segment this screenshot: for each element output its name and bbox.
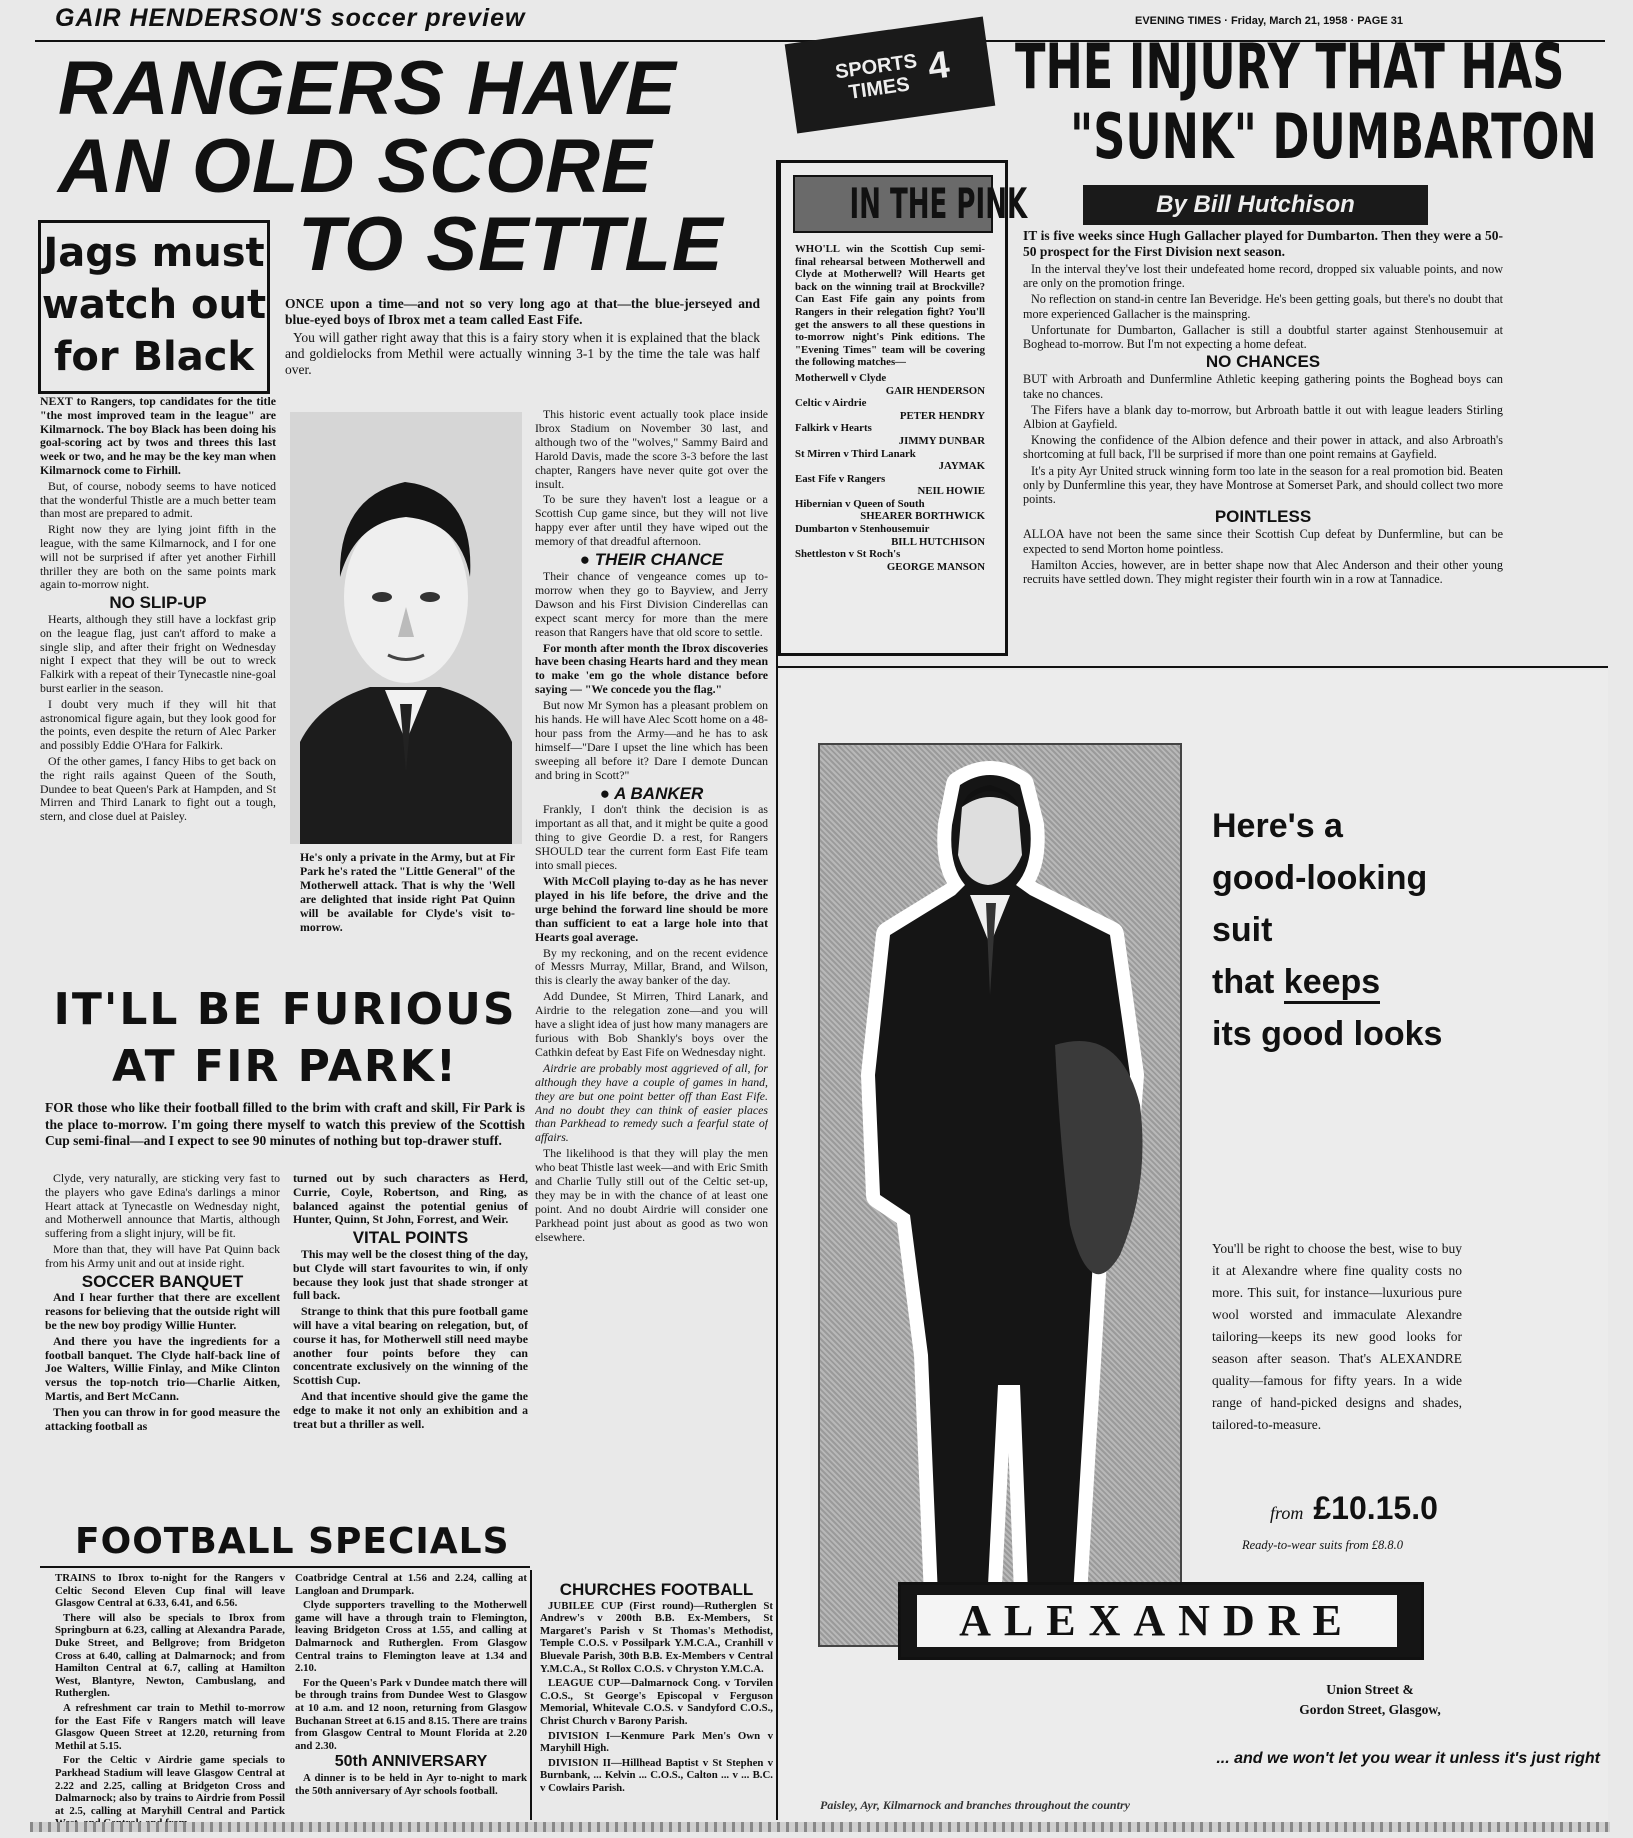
furious-column-1 [45, 1172, 280, 1532]
in-the-pink-title-bar [793, 175, 1028, 233]
advert-headline-line4 [1212, 956, 1592, 1008]
scan-edge-strip [30, 1822, 1610, 1832]
fixture-item [795, 372, 985, 397]
jags-column [40, 395, 276, 980]
alexandre-advert [780, 670, 1608, 1830]
dumbarton-headline [1015, 32, 1615, 172]
rangers-para-7: But now Mr Symon has a pleasant problem on his hands. He will have Alec Scott home on a 48-hour pass from the Army—and he has to ask himself—"Dare I upset the line which has been sweeping all before it? Dare I demote Duncan and bring in Scott?" [535, 698, 768, 782]
rangers-headline-line3: TO SETTLE [298, 202, 724, 287]
rangers-second-para: You will gather right away that this is a fairy story when it is explained that the black and goldielocks from Methil were actually winning 3-1 by the time the tale was half over. [285, 330, 760, 377]
advert-brand-name: ALEXANDRE [959, 1596, 1355, 1645]
sports-times-number: 4 [925, 43, 953, 89]
fixture-reporter: GEORGE MANSON [886, 560, 985, 573]
fixture-item [795, 397, 985, 422]
sports-times-label [785, 17, 996, 134]
advert-headline-line3: suit [1212, 911, 1273, 949]
fixture-match: Motherwell v Clyde [795, 371, 887, 384]
advert-headline-line2: good-looking [1212, 859, 1428, 897]
in-the-pink-title: IN THE PINK [849, 179, 1028, 228]
rangers-subhead-a-banker-text: A BANKER [614, 783, 704, 803]
advert-price: £10.15.0 [1313, 1490, 1438, 1526]
dumbarton-para-5: BUT with Arbroath and Dunfermline Athletic keeping gathering points the Boghead boys can take no chances. [1023, 372, 1503, 401]
dumbarton-para-7: Knowing the confidence of the Albion defence and their power in attack, and also Arbroath's shortcoming at full back, I'll be surprised if more than one point remains at Gayfield. [1023, 433, 1503, 462]
furious-para-4: And I hear further that there are excellent reasons for believing that the outside right will be the new boy prodigy Willie Hunter. [45, 1290, 280, 1332]
advert-headline-line5: its good looks [1212, 1015, 1443, 1053]
in-the-pink-box [778, 160, 1028, 656]
dumbarton-para-1: IT is five weeks since Hugh Gallacher played for Dumbarton. Then they were a 50-50 prospect for the First Division next season. [1023, 228, 1503, 259]
bullet-icon: ● [599, 783, 615, 803]
furious-subhead-vital-points: VITAL POINTS [352, 1228, 469, 1248]
advert-tagline: ... and we won't let you wear it unless it's just right [1216, 1750, 1600, 1767]
furious-para-7: turned out by such characters as Herd, Currie, Coyle, Robertson, and Ring, as balanced against the potential genius of Hunter, Quinn, St John, Forrest, and Weir. [293, 1172, 528, 1227]
specials-para-8: A dinner is to be held in Ayr to-night to mark the 50th anniversary of Ayr schools football. [295, 1771, 527, 1797]
rangers-column [535, 408, 768, 1576]
jags-para-3: Right now they are lying joint fifth in the league, with the same Kilmarnock, and I for one will not be surprised if after yet another Firhill thriller they are both on the same points mark again to-morrow night. [40, 522, 276, 592]
furious-para-8: This may well be the closest thing of the day, but Clyde will start favourites to win, if only because they look just that shade stronger at full back. [293, 1246, 528, 1303]
churches-football [540, 1580, 773, 1830]
sports-times-text: SPORTS TIMES [833, 50, 919, 104]
advert-address [1220, 1680, 1520, 1720]
dumbarton-byline: By Bill Hutchison [1083, 185, 1428, 225]
furious-para-2: Clyde, very naturally, are sticking very fast to the players who gave Edina's darlings a minor Heart attack at Tynecastle on Wednesday night, and Motherwell announce that Martis, although suffering from a slight injury, will be fit. [45, 1172, 280, 1241]
furious-para-6: Then you can throw in for good measure the attacking football as [45, 1404, 280, 1433]
football-specials-headline: FOOTBALL SPECIALS [75, 1521, 510, 1562]
churches-football-headline: CHURCHES FOOTBALL [559, 1580, 754, 1599]
dumbarton-headline-line1: THE INJURY THAT HAS [1015, 30, 1565, 103]
fixture-reporter: NEIL HOWIE [917, 485, 985, 498]
rangers-para-12: Airdrie are probably most aggrieved of all, for although they have a couple of games in hand, they are but one point better off than East Fife. And no doubt they can think of easier places than Parkhead to remedy such a fearful state of affairs. [535, 1060, 768, 1145]
fixture-reporter: BILL HUTCHISON [891, 535, 985, 548]
dumbarton-para-2: In the interval they've lost their undefeated home record, dropped six valuable points, and now are only on the promotion fringe. [1023, 262, 1503, 291]
churches-para-2: LEAGUE CUP—Dalmarnock Cong. v Torvilen C.O.S., St George's Episcopal v Ferguson Memorial, Whitevale C.O.S. v Sandyford C.O.S., Christ Church v Barony Parish. [540, 1677, 773, 1727]
bullet-icon: ● [579, 550, 595, 570]
jags-headline-line2: watch out [41, 282, 267, 328]
advert-address-line1: Union Street & [1326, 1682, 1414, 1697]
rangers-intro [285, 296, 760, 406]
advert-brand-plate [917, 1595, 1397, 1647]
jags-para-6: Of the other games, I fancy Hibs to get back on the right rails against Queen of the South, Dundee to beat Queen's Park at Hampden, and St Mirren and Third Lanark to fight out a tough, stern, and close duel at Paisley. [40, 753, 276, 824]
advert-ready-to-wear: Ready-to-wear suits from £8.8.0 [1242, 1538, 1403, 1552]
jags-subhead-no-slip-up: NO SLIP-UP [109, 593, 207, 613]
suited-man-illustration [820, 745, 1180, 1645]
advert-price-prefix: from [1270, 1503, 1304, 1523]
dumbarton-subhead-no-chances: NO CHANCES [1205, 352, 1321, 372]
dumbarton-para-4: Unfortunate for Dumbarton, Gallacher is still a doubtful starter against Stenhousemuir at Boghead to-morrow. But I'm not expecting a home defeat. [1023, 322, 1503, 352]
specials-para-5: Coatbridge Central at 1.56 and 2.24, calling at Langloan and Drumpark. [295, 1572, 527, 1597]
fixture-item [795, 498, 985, 523]
dumbarton-para-3: No reflection on stand-in centre Ian Beveridge. He's been getting goals, but there's no doubt that more experienced Gallacher is the mainspring. [1023, 292, 1503, 321]
left-banner: GAIR HENDERSON'S soccer preview [55, 4, 526, 32]
furious-intro [45, 1100, 525, 1172]
rangers-para-9: With McColl playing to-day as he has never played in his life before, the drive and the urge behind the forward line should be more than sufficient to eat a large hole into that Hearts goal average. [535, 874, 768, 944]
jags-para-4: Hearts, although they still have a lockfast grip on the league flag, just can't afford to make a single slip, and after their fright on Wednesday night I expect that they will be out to wreck Falkirk with a repeat of their Tynecastle nine-goal burst earlier in the season. [40, 611, 276, 695]
dumbarton-subhead-pointless: POINTLESS [1214, 507, 1312, 527]
rangers-para-8: Frankly, I don't think the decision is as important as all that, and it might be quite a good thing to give Geordie D. a rest, for Rangers SHOULD tear the current form East Fife team into small pieces. [535, 802, 768, 873]
rangers-para-10: By my reckoning, and on the recent evidence of Messrs Murray, Millar, Brand, and Wilson, this is clearly the away banker of the day. [535, 945, 768, 988]
advert-headline-keeps: keeps [1284, 963, 1380, 1004]
dumbarton-headline-line2: "SUNK" DUMBARTON [1070, 100, 1597, 173]
advert-body: You'll be right to choose the best, wise to buy it at Alexandre where fine quality costs no more. This suit, for instance—luxurious pure wool worsted and immaculate Alexandre tailoring—keeps its new good looks for season after season. That's ALEXANDRE quality—famous for fifty years. In a wide range of hand-picked designs and shades, tailored-to-measure. [1212, 1241, 1462, 1432]
furious-headline [40, 982, 530, 1096]
fixture-match: Falkirk v Hearts [795, 422, 872, 435]
advert-headline-line1: Here's a [1212, 807, 1343, 845]
rangers-subhead-their-chance-text: THEIR CHANCE [594, 550, 724, 570]
fixture-reporter: PETER HENDRY [899, 409, 985, 422]
furious-para-10: And that incentive should give the game the edge to make it not only an exhibition and a treat but a thriller as well. [293, 1388, 528, 1431]
specials-para-2: There will also be specials to Ibrox from Springburn at 6.23, calling at Alexandra Parade, Duke Street, and Bellgrove; from Bridgeton Cross at 6.40, calling at Dalmarnock; and from Hamilton Central at 6.7, calling at Hamilton West, Blantyre, Newton, Cambuslang, and Rutherglen. [55, 1611, 285, 1700]
advert-address-line2: Gordon Street, Glasgow, [1299, 1702, 1441, 1717]
rangers-para-13: The likelihood is that they will play the men who beat Thistle last week—and with Eric Smith and Charlie Tully still out of the Celtic set-up, they may be in with the chance of at least one point. And no doubt Airdrie will consider one Parkhead point just about as good as two won elsewhere. [535, 1146, 768, 1244]
dumbarton-para-8: It's a pity Ayr United struck winning form too late in the season for a real promotion bid. Beaten only by Dunfermline this year, they have Montrose at Somerset Park, and should collect two more points. [1023, 463, 1503, 507]
rangers-para-4: To be sure they haven't lost a league or a Scottish Cup game since, but they will not live happy ever after until they have wiped out the memory of that dreadful afternoon. [535, 492, 768, 549]
rangers-intro-para: ONCE upon a time—and not so very long ago at that—the blue-jerseyed and blue-eyed boys of Ibrox met a team called East Fife. [285, 296, 760, 327]
fixture-item [795, 548, 985, 573]
dumbarton-article [1023, 228, 1503, 660]
specials-column-1 [55, 1572, 285, 1834]
dumbarton-para-9: ALLOA have not been the same since their Scottish Cup defeat by Dunfermline, but can be expected to send Morton home pointless. [1023, 527, 1503, 556]
specials-para-4: For the Celtic v Airdrie game specials to Parkhead Stadium will leave Glasgow Central at 2.22 and 2.25, calling at Bridgeton Cross and Dalmarnock; also by trains to Airdrie from Possil at 2.5, calling at Maryhill Central and Partick [55, 1754, 285, 1817]
rangers-subhead-their-chance [535, 550, 768, 570]
furious-para-9: Strange to think that this pure football game will have a vital bearing on relegation, but, of course it has, for Motherwell still need maybe another four points before they can concentrate exclusively on the winning of the Scottish Cup. [293, 1304, 528, 1388]
rangers-para-11: Add Dundee, St Mirren, Third Lanark, and Airdrie to the relegation zone—and you will have a slight idea of just how many managers are furious with Bob Shankly's boys over the Cathkin defeat by East Fife on Wednesday night. [535, 989, 768, 1059]
fixture-list [795, 372, 985, 574]
specials-para-6: Clyde supporters travelling to the Motherwell game will have a through train to Flemington, leaving Bridgeton Cross at 1.55, and calling at Dalmarnock and Rutherglen. From Glasgow Central trains to Flemington leave at 1.34 and 2.10. [295, 1599, 527, 1675]
rangers-para-6: For month after month the Ibrox discoveries have been chasing Hearts hard and they mean to make 'em go the whole distance before saying — "We concede you the flag." [535, 640, 768, 697]
fixture-item [795, 473, 985, 498]
furious-para-5: And there you have the ingredients for a football banquet. The Clyde half-back line of Joe Walters, Willie Finlay, and Mike Clinton versus the top-notch trio—Charlie Aitken, Martis, and Bert McCann. [45, 1333, 280, 1403]
fixture-match: Shettleston v St Roch's [795, 548, 901, 561]
advert-price-line [1270, 1490, 1570, 1527]
furious-subhead-soccer-banquet: SOCCER BANQUET [81, 1271, 244, 1291]
advert-footer-branches: Paisley, Ayr, Kilmarnock and branches throughout the country [820, 1798, 1130, 1812]
dateline: EVENING TIMES · Friday, March 21, 1958 · PAGE 31 [1135, 15, 1403, 27]
jags-headline-line1: Jags must [43, 230, 265, 276]
fixture-item [795, 523, 985, 548]
fixture-reporter: JAYMAK [938, 460, 985, 473]
specials-para-1: TRAINS to Ibrox to-night for the Rangers v Celtic Second Eleven Cup final will leave Glasgow Central at 6.33, 6.41, and 6.56. [55, 1572, 285, 1610]
furious-para-3: More than that, they will have Pat Quinn back from his Army unit and out at inside right. [45, 1241, 280, 1270]
jags-headline-box [38, 220, 270, 394]
dumbarton-para-10: Hamilton Accies, however, are in better shape now that Alec Anderson and their other young recruits have settled down. They might register their fourth win in a row at Tannadice. [1023, 557, 1503, 587]
fixture-item [795, 448, 985, 473]
jags-headline-line3: for Black [53, 334, 255, 380]
furious-headline-line1: IT'LL BE FURIOUS [53, 984, 517, 1035]
photo-caption-text: He's only a private in the Army, but at Fir Park he's rated the "Little General" of the Motherwell attack. That is why the 'Well are delighted that inside right Pat Quinn will be available for Clyde's visit to-morrow. [300, 850, 515, 934]
player-portrait-image [290, 412, 522, 844]
churches-para-1: JUBILEE CUP (First round)—Rutherglen St Andrew's v 200th B.B. Ex-Members, St Margaret's Parish v St Thomas's Methodist, Temple C.O.S. v Possilpark Y.M.C.A., Cranhill v Bluevale Parish, 30th B.B. Ex-Members v Central Y.M.C.A., St Rollox C.O.S. v Chryston Y.M.C.A. [540, 1599, 773, 1675]
furious-column-2 [293, 1172, 528, 1532]
in-the-pink-content [795, 243, 985, 638]
fixture-reporter: SHEARER BORTHWICK [860, 510, 985, 523]
fixture-reporter: JIMMY DUNBAR [898, 434, 985, 447]
fixture-match: Dumbarton v Stenhousemuir [795, 523, 930, 536]
advert-halftone-panel [818, 743, 1182, 1647]
photo-caption [300, 850, 515, 974]
advert-headline [1212, 800, 1592, 1060]
specials-column-2 [295, 1572, 527, 1834]
jags-para-2: But, of course, nobody seems to have noticed that the wonderful Thistle are a much better team than most are prepared to admit. [40, 478, 276, 521]
fixture-item [795, 422, 985, 447]
specials-para-7: For the Queen's Park v Dundee match there will be through trains from Dundee West to Glasgow at 10 a.m. and 12 noon, returning from Glasgow Buchanan Street at 6.15 and 8.15. There are trains from Glasgow Central to Mount Florida at 2.20 and 2.30. [295, 1676, 527, 1752]
churches-para-3: DIVISION I—Kenmure Park Men's Own v Maryhill High. [540, 1729, 773, 1755]
churches-para-4: DIVISION II—Hillhead Baptist v St Stephen v Burnbank, ... Kelvin ... C.O.S., Calton ... v ... B.C. v Cowlairs Parish. [540, 1756, 773, 1794]
advert-brand-bar [898, 1582, 1424, 1660]
jags-para-1: NEXT to Rangers, top candidates for the title "the most improved team in the league" are Kilmarnock. The boy Black has been doing his goal-scoring act by twos and threes this last week or two, and he may be the key man when Kilmarnock come to Firhill. [40, 395, 276, 477]
advert-headline-that: that [1212, 963, 1284, 1001]
rangers-para-5: Their chance of vengeance comes up to-morrow when they go to Bayview, and Jerry Dawson and his First Division Cinderellas can expect scant mercy for more than the mere reason that Rangers have that old score to settle. [535, 568, 768, 639]
fixture-reporter: GAIR HENDERSON [885, 384, 985, 397]
rangers-headline-line2: AN OLD SCORE [58, 124, 653, 209]
rangers-headline-line1: RANGERS HAVE [58, 46, 677, 131]
player-photo [290, 412, 522, 844]
dumbarton-para-6: The Fifers have a blank day to-morrow, but Arbroath battle it out with league leaders Stirling Albion at Gayfield. [1023, 402, 1503, 432]
furious-para-1: FOR those who like their football filled to the brim with craft and skill, Fir Park is the place to-morrow. I'm going there myself to watch this preview of the Scottish Cup semi-final—and I expect to see 90 minutes of nothing but top-drawer stuff. [45, 1100, 525, 1148]
fixture-match: East Fife v Rangers [795, 472, 886, 485]
jags-para-5: I doubt very much if they will hit that astronomical figure again, but they look good for the points, even despite the return of Alec Parker and possibly Eddie O'Hara for Falkirk. [40, 696, 276, 753]
rangers-subhead-a-banker [535, 783, 768, 803]
in-the-pink-intro: WHO'LL win the Scottish Cup semi-final rehearsal between Motherwell and Clyde at Motherwell? Will Hearts get back on the winning trail at Brockville? Can East Fife gain any points from Rangers in their relegation fight? You'll get the answers to all these questions in to-morrow night's Pink editions. The "Evening Times" team will be covering the following matches— [795, 243, 985, 369]
specials-subhead-50th-anniversary: 50th ANNIVERSARY [334, 1753, 488, 1771]
rangers-para-3: This historic event actually took place inside Ibrox Stadium on November 30 last, and although two of the "wolves," Sammy Baird and Harold Davis, made the score 3-3 before the last chapter, Rangers have never quite got over the insult. [535, 408, 768, 491]
fixture-match: Hibernian v Queen of South [795, 497, 925, 510]
fixture-match: Celtic v Airdrie [795, 397, 867, 410]
furious-headline-line2: AT FIR PARK! [112, 1041, 458, 1092]
specials-para-3: A refreshment car train to Methil to-morrow for the East Fife v Rangers match will leave Glasgow Queen Street at 12.20, returning from Methil at 5.15. [55, 1701, 285, 1752]
fixture-match: St Mirren v Third Lanark [795, 447, 916, 460]
